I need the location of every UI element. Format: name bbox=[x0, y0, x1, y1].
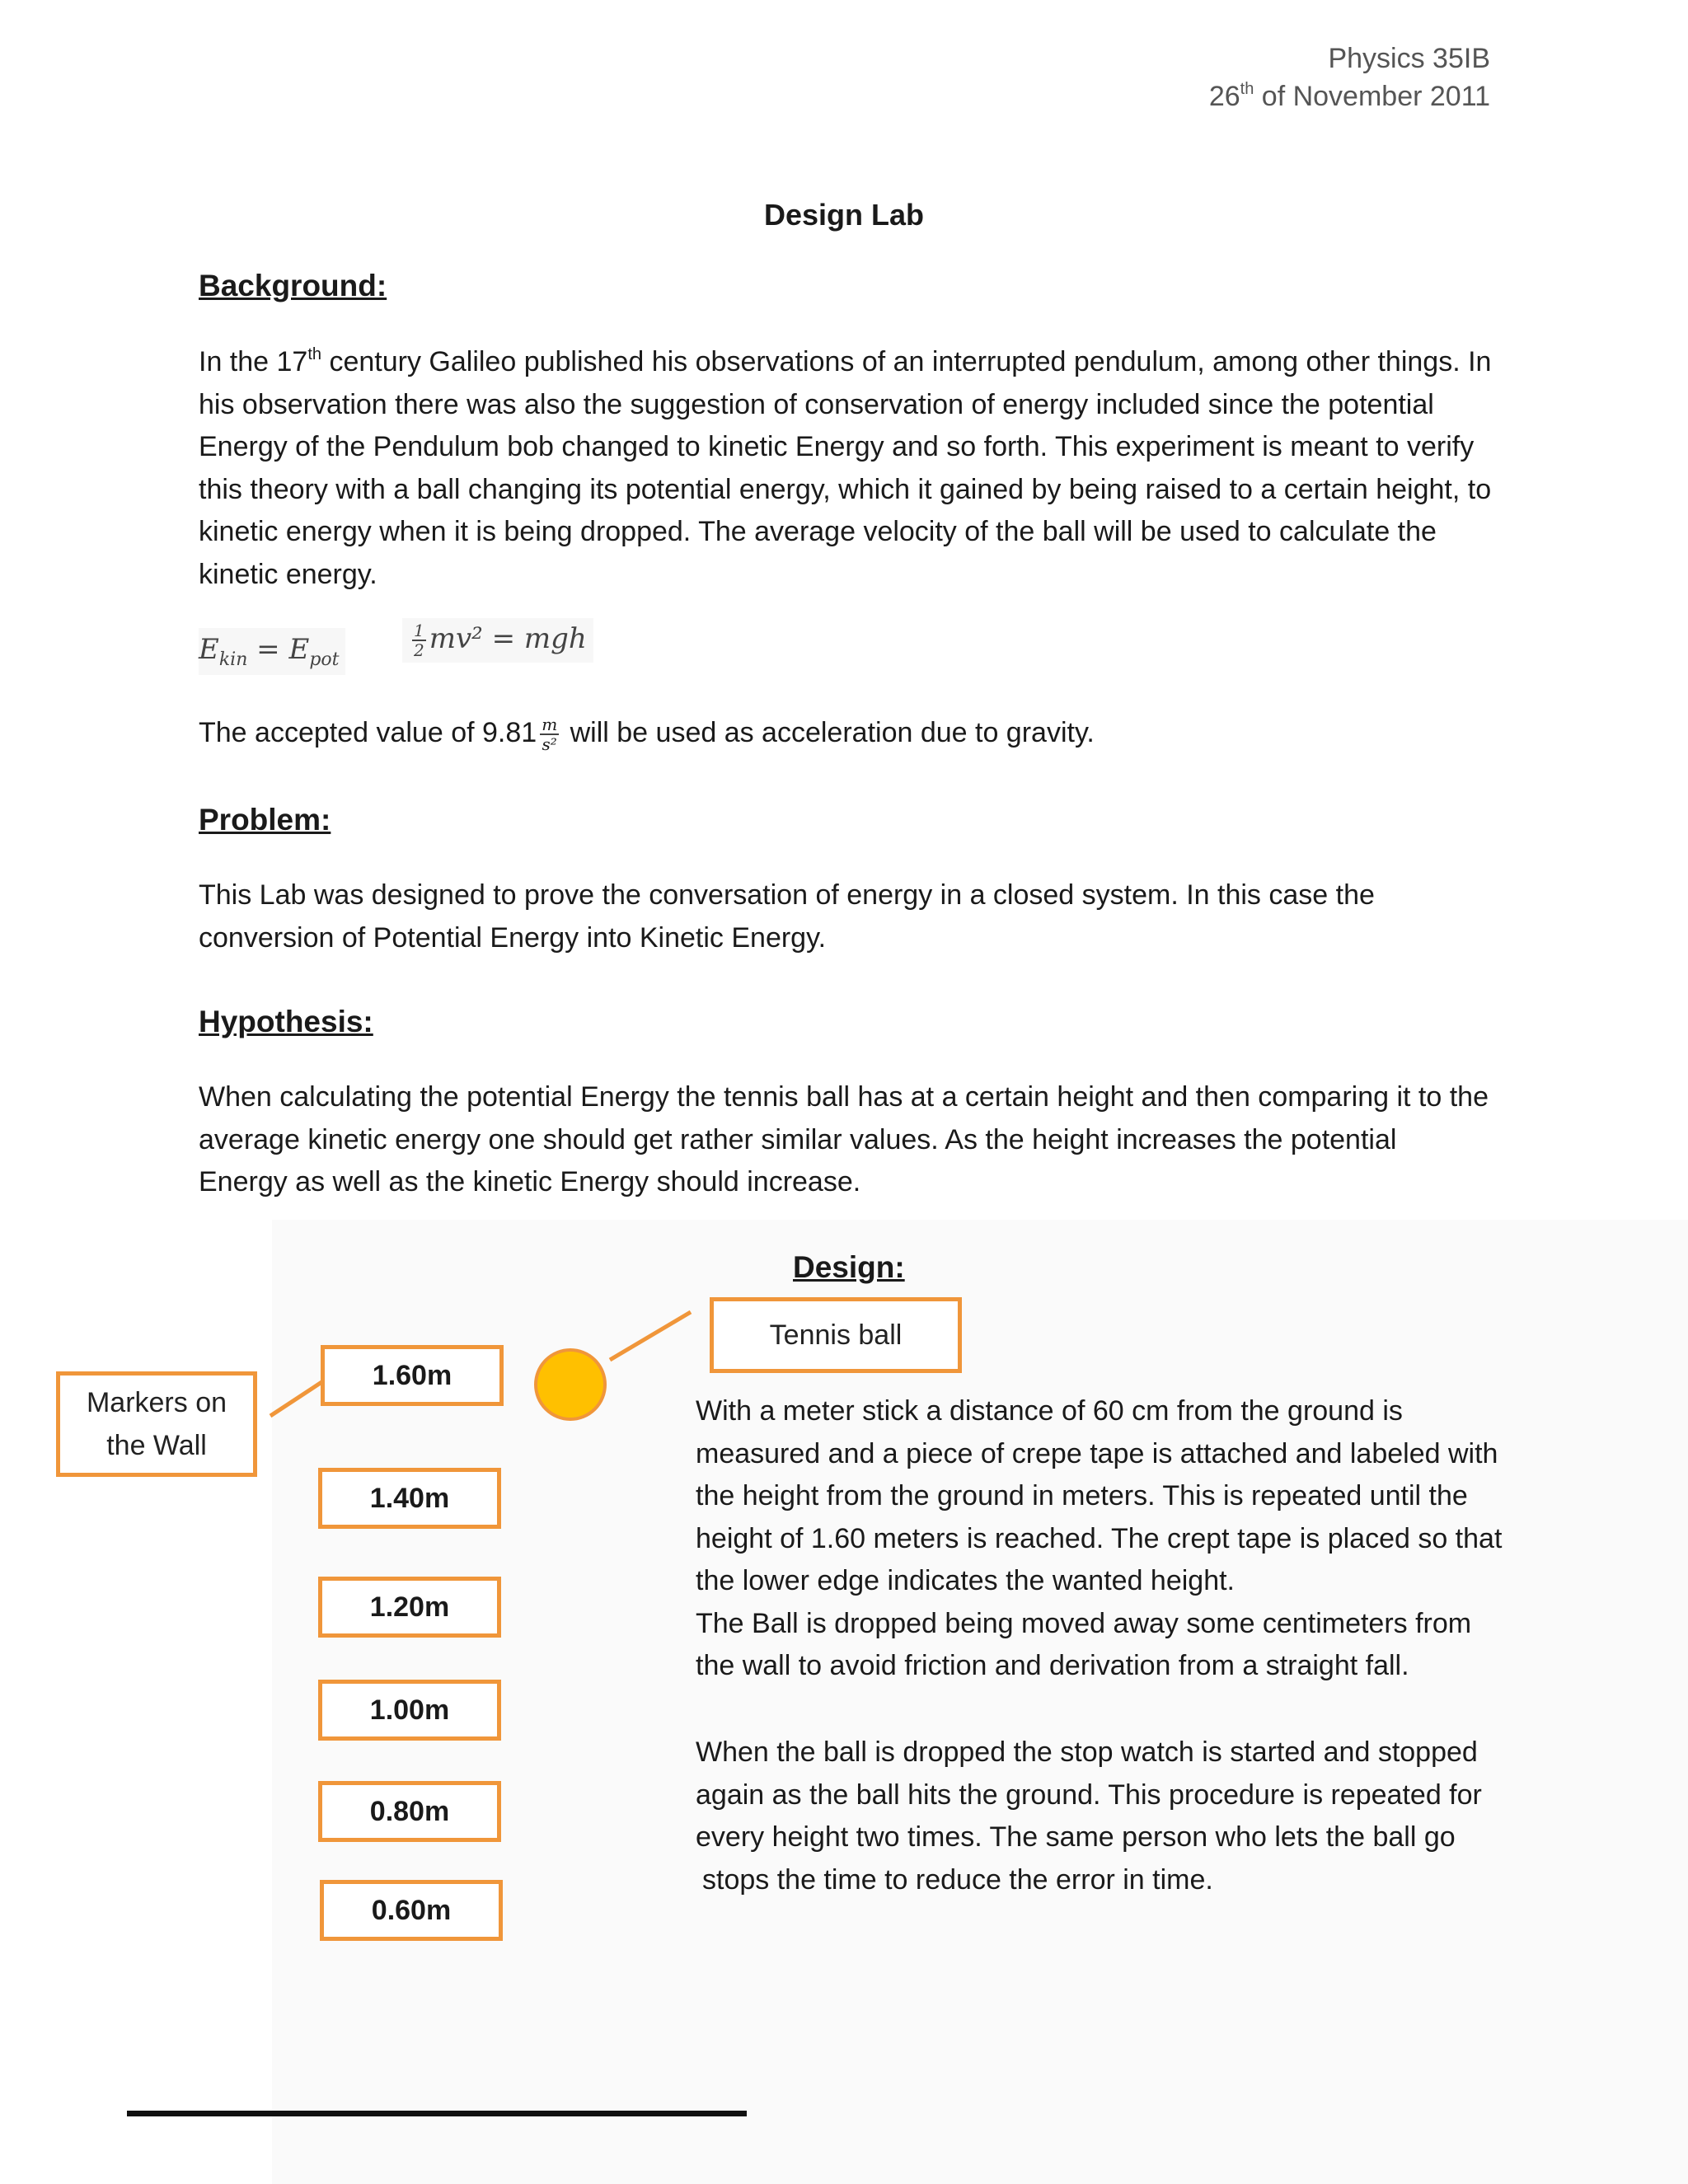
marker-0-80m: 0.80m bbox=[318, 1781, 501, 1842]
header bbox=[1209, 40, 1490, 115]
marker-1-40m: 1.40m bbox=[318, 1468, 501, 1529]
tennis-ball-label-box: Tennis ball bbox=[710, 1297, 962, 1373]
background-heading: Background: bbox=[199, 269, 387, 302]
design-procedure-text: With a meter stick a distance of 60 cm from the ground is measured and a piece of crepe tape is attached and labeled with the height from the ground in meters. This is repeated until the height of 1.60 meters is reached. The crept tape is placed so that the lower edge indicates the wanted height. The Ball is dropped being moved away some centimeters from the wall to avoid friction and derivation from a straight fall. bbox=[696, 1395, 1503, 1681]
formula-kinetic-potential: $\frac{1}{2}$ mv² = mgh bbox=[402, 618, 593, 663]
marker-1-00m: 1.00m bbox=[318, 1680, 501, 1741]
footnote-separator bbox=[127, 2111, 747, 2116]
markers-label-box: Markers on the Wall bbox=[56, 1371, 257, 1477]
background-paragraph: In the 17th century Galileo published his observations of an interrupted pendulum, among other things. In his observation there was also the suggestion of conservation of energy included since the potential Energy of the Pendulum bob changed to kinetic Energy and so forth. This experiment is meant to verify this theory with a ball changing its potential energy, which it gained by being raised to a certain height, to kinetic energy when it is being dropped. The average velocity of the ball will be used to calculate the kinetic energy. bbox=[199, 344, 1492, 590]
design-timing-text: When the ball is dropped the stop watch is started and stopped again as the ball hits the ground. This procedure is repeated for every height two times. The same person who lets the ball go stops the time to reduce the error in time. bbox=[696, 1736, 1482, 1896]
page-title: Design Lab bbox=[763, 198, 925, 232]
tennis-ball-icon bbox=[534, 1348, 607, 1421]
problem-heading: Problem: bbox=[199, 803, 331, 837]
marker-1-60m: 1.60m bbox=[321, 1345, 504, 1406]
course-name: Physics 35IB bbox=[1328, 43, 1490, 74]
document-date: 26th of November 2011 bbox=[1208, 79, 1490, 112]
design-heading: Design: bbox=[793, 1250, 905, 1284]
hypothesis-text: When calculating the potential Energy the tennis ball has at a certain height and then comparing it to the average kinetic energy one should get rather similar values. As the height increases the potential Energy as well as the kinetic Energy should increase. bbox=[199, 1081, 1489, 1197]
formula-energy-equality: $E_{kin} = E_{pot}$ bbox=[199, 628, 345, 675]
problem-text: This Lab was designed to prove the conversation of energy in a closed system. In this case the conversion of Potential Energy into Kinetic Energy. bbox=[199, 879, 1375, 954]
hypothesis-heading: Hypothesis: bbox=[199, 1005, 373, 1038]
gravity-sentence: The accepted value of 9.81 $\frac{m}{\text{s²}}$ will be used as acceleration due to gravity. bbox=[199, 715, 1095, 755]
marker-1-20m: 1.20m bbox=[318, 1577, 501, 1638]
marker-0-60m: 0.60m bbox=[320, 1880, 503, 1941]
